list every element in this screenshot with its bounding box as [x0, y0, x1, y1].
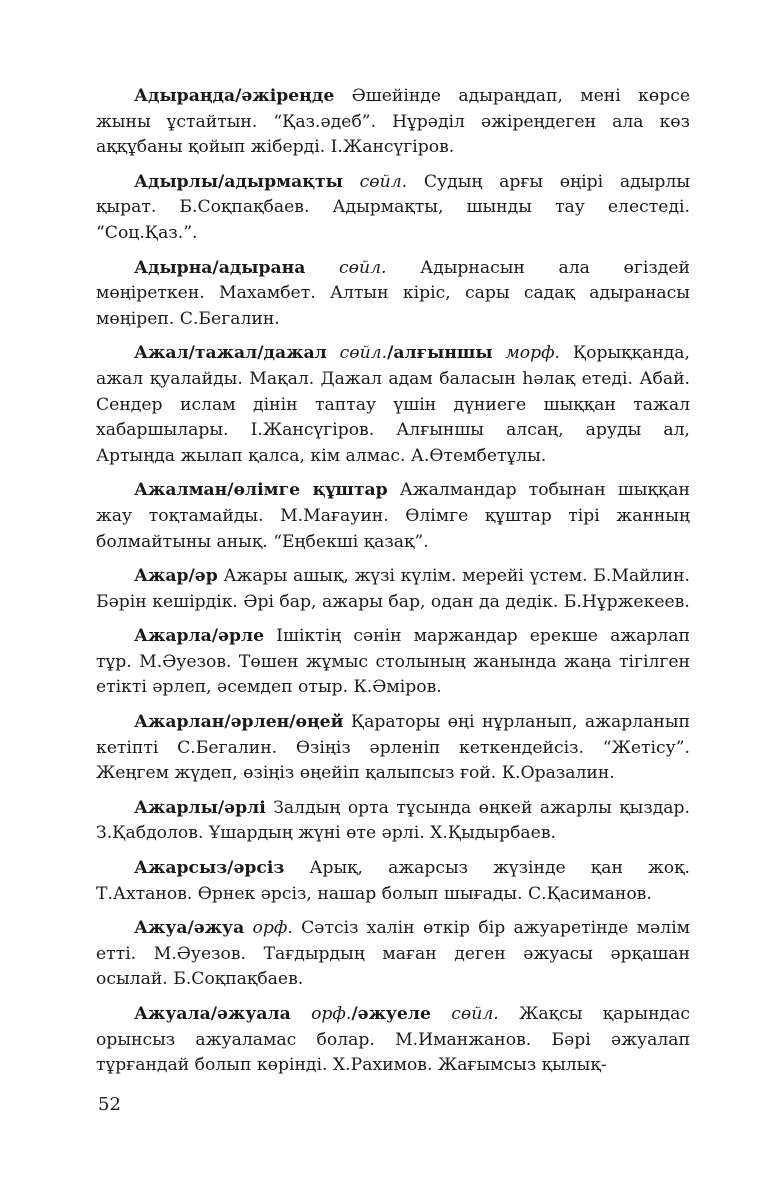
dictionary-entry [96, 564, 690, 615]
entry-headword: Ажал/тажал/дажал [134, 343, 327, 364]
entry-headword: Ажарлы/әрлі [134, 797, 266, 818]
entry-headword: Ажарлан/әрлен/өңей [134, 712, 344, 733]
entry-text: Әшейінде адыраңдап, мені көрсе жыны ұстайтын. “Қаз.әдеб”. Нұрәділ әжіреңдеген ала көз аққұбаны қойып жіберді. І.Жансүгіров. [96, 86, 690, 158]
entry-headword: Ажуала/әжуала [134, 1004, 291, 1024]
dictionary-entry [96, 710, 690, 787]
entry-text: Арық, ажарсыз жүзінде қан жоқ. Т.Ахтанов. Өрнек әрсіз, нашар болып шығады. С.Қасиманов. [96, 858, 690, 904]
entry-text: Ажалмандар тобынан шыққан жау тоқтамайды. М.Мағауин. Өлімге құштар тірі жанның болмайтыны анық. “Еңбекші қазақ”. [96, 480, 690, 552]
entry-headword: Адырна/адырана [134, 257, 306, 278]
entry-headword-variant: /әжуеле [351, 1004, 431, 1024]
dictionary-entry [96, 170, 690, 247]
dictionary-entry [96, 796, 690, 847]
entry-headword: Ажарсыз/әрсіз [134, 858, 285, 879]
entry-headword: Адыраңда/әжіреңде [134, 86, 335, 106]
entry-text: Қорыққанда, ажал қуалайды. Мақал. Дажал адам баласын һәлақ етеді. Абай. Сендер ислам дінін таптау үшін дүниеге шыққан тажал хабаршылары. І.Жансүгіров. Алғыншы алсаң, аруды ал, Артыңда жылап қалса, кім алмас. А.Өтембетұлы. [96, 343, 690, 466]
usage-mark: морф. [492, 343, 560, 364]
page-number: 52 [98, 1094, 121, 1115]
entry-text: Сәтсіз халін өткір бір ажуаретінде мәлім етті. М.Әуезов. Тағдырдың маған деген әжуасы әрқашан осылай. Б.Соқпақбаев. [96, 918, 691, 990]
dictionary-entry [96, 84, 690, 161]
dictionary-entry [96, 341, 690, 469]
entry-headword-variant: /алғыншы [387, 343, 493, 364]
entry-headword: Ажуа/әжуа [134, 918, 245, 939]
dictionary-entry [96, 624, 690, 701]
entry-text: Адырнасын ала өгіздей мөңіреткен. Махамбет. Алтын кіріс, сары садақ адыранасы мөңіреп. С.Бегалин. [96, 257, 690, 329]
entry-text: Ішіктің сәнін маржандар ерекше ажарлап тұр. М.Әуезов. Төшен жұмыс столының жанында жаңа тігілген етікті әрлеп, әсемдеп отыр. К.Әміров. [96, 626, 690, 698]
entry-headword: Адырлы/адырмақты [134, 171, 343, 192]
usage-mark: орф. [244, 918, 293, 939]
dictionary-entry [96, 256, 690, 333]
dictionary-page [96, 84, 690, 1088]
dictionary-entry [96, 1002, 690, 1079]
dictionary-entry [96, 478, 690, 555]
entry-text: Залдың орта тұсында өңкей ажарлы қыздар. З.Қабдолов. Ұшардың жүні өте әрлі. Х.Қыдырбаев. [96, 797, 690, 844]
usage-mark: сөйл. [326, 343, 388, 364]
entry-text: Ажары ашық, жүзі күлім. мерейі үстем. Б.Майлин. Бәрін кешірдік. Әрі бар, ажары бар, одан да дедік. Б.Нұржекеев. [96, 566, 690, 612]
entry-headword: Ажарла/әрле [134, 626, 265, 647]
entry-text: Жақсы қарындас орынсыз ажуаламас болар. М.Иманжанов. Бәрі әжуалап тұрғандай болып көрінді. Х.Рахимов. Жағымсыз қылық- [96, 1004, 690, 1076]
usage-mark: орф. [290, 1004, 352, 1024]
entry-text: Судың арғы өңірі адырлы қырат. Б.Соқпақбаев. Адырмақты, шынды тау елестеді. “Соц.Қаз.”. [96, 171, 691, 243]
entry-headword: Ажар/әр [134, 566, 218, 587]
dictionary-entry [96, 856, 690, 907]
usage-mark: сөйл. [430, 1004, 499, 1024]
dictionary-entry [96, 916, 690, 993]
entry-headword: Ажалман/өлімге құштар [134, 480, 388, 501]
usage-mark: сөйл. [342, 171, 408, 192]
entry-text: Қараторы өңі нұрланып, ажарланып кетіпті С.Бегалин. Өзіңіз әрленіп кеткендейсіз. “Жетісу”. Жеңгем жүдеп, өзіңіз өңейіп қалыпсыз ғой. К.Оразалин. [96, 712, 690, 784]
usage-mark: сөйл. [305, 257, 387, 278]
